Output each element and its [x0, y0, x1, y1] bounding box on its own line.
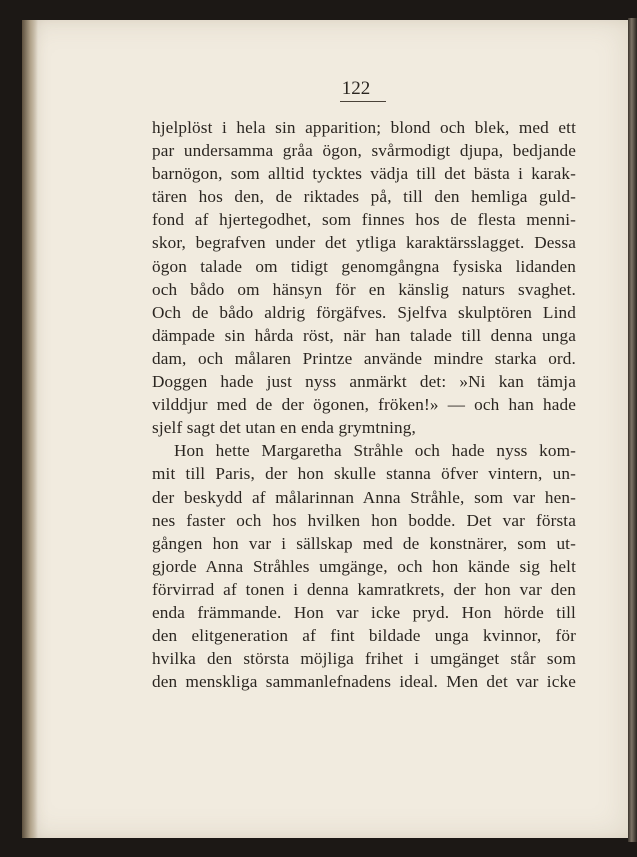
text-line: enda främmande. Hon var icke pryd. Hon hörde till: [152, 602, 576, 622]
page-number-rule: [340, 101, 386, 102]
text-line: dam, och målaren Printze använde mindre starka ord.: [152, 348, 576, 368]
book-gutter: [22, 20, 38, 838]
text-line: nes faster och hos hvilken hon bodde. Det var första: [152, 510, 576, 530]
text-line: Doggen hade just nyss anmärkt det: »Ni kan tämja: [152, 372, 576, 392]
text-line: skor, begrafven under det ytliga karaktärsslagget. Dessa: [152, 233, 576, 253]
text-line: hjelplöst i hela sin apparition; blond och blek, med ett: [152, 118, 576, 137]
text-line: mit till Paris, der hon skulle stanna öfver vintern, un-: [152, 464, 576, 484]
paragraph-end-line: sjelf sagt det utan en enda grymtning,: [152, 418, 416, 438]
text-line: tären hos den, de riktades på, till den hemliga guld-: [152, 187, 576, 207]
page-number: 122: [341, 78, 371, 99]
text-line: der beskydd af målarinnan Anna Stråhle, som var hen-: [152, 487, 576, 507]
body-text: [152, 116, 576, 693]
text-line: ögon talade om tidigt genomgångna fysiska lidanden: [152, 256, 576, 276]
text-line: gjorde Anna Stråhles umgänge, och hon kände sig helt: [152, 556, 576, 576]
text-line: Och de bådo aldrig förgäfves. Sjelfva skulptören Lind: [152, 302, 576, 322]
paragraph-start-line: Hon hette Margaretha Stråhle och hade nyss kom-: [174, 441, 576, 461]
text-line: gången hon var i sällskap med de konstnärer, som ut-: [152, 533, 576, 553]
text-line: och bådo om hänsyn för en känslig naturs svaghet.: [152, 279, 576, 299]
text-line: den menskliga sammanlefnadens ideal. Men det var icke: [152, 672, 576, 692]
text-line: barnögon, som alltid tycktes vädja till det bästa i karak-: [152, 164, 576, 184]
text-line: dämpade sin hårda röst, när han talade till denna unga: [152, 325, 576, 345]
text-line: den elitgeneration af fint bildade unga kvinnor, för: [152, 626, 576, 646]
text-line: hvilka den största möjliga frihet i umgänget står som: [152, 649, 576, 669]
page-edge: [628, 18, 637, 842]
text-line: förvirrad af tonen i denna kamratkrets, der hon var den: [152, 579, 576, 599]
text-line: vilddjur med de der ögonen, fröken!» — och han hade: [152, 395, 576, 415]
text-line: fond af hjertegodhet, som finnes hos de flesta menni-: [152, 210, 576, 230]
text-line: par undersamma gråa ögon, svårmodigt djupa, bedjande: [152, 141, 576, 161]
